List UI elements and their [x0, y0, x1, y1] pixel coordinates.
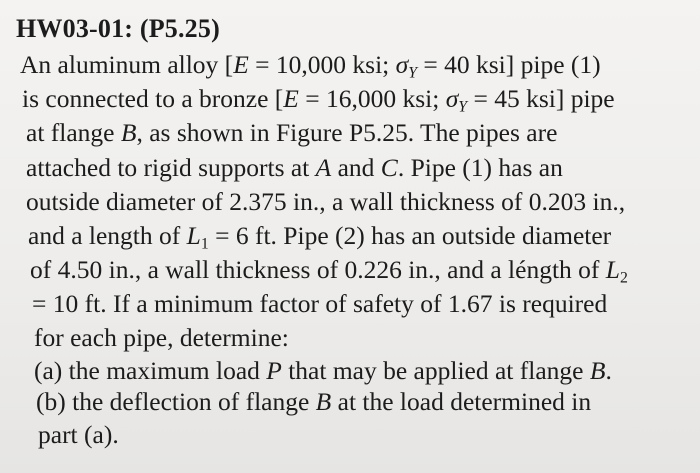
text-segment: (b) the deflection of flange	[36, 387, 316, 416]
problem-text-line-6	[28, 221, 612, 253]
text-segment: . Pipe (1) has an	[397, 153, 563, 182]
length-subscript: 2	[619, 269, 628, 287]
flange-label: B	[315, 387, 332, 416]
text-segment: = 40 ksi] pipe (1)	[417, 50, 601, 79]
text-segment: and a length of	[28, 221, 187, 250]
text-segment: , as shown in Figure P5.25. The pipes are	[136, 118, 558, 147]
text-segment: An aluminum alloy [	[20, 50, 234, 79]
problem-text-line-2	[22, 84, 615, 116]
length-symbol: L	[186, 221, 201, 250]
problem-title: HW03-01: (P5.25)	[16, 14, 220, 43]
support-label-a: A	[315, 153, 332, 182]
text-segment: = 10,000 ksi;	[248, 50, 396, 79]
problem-text-line-5: outside diameter of 2.375 in., a wall thickness of 0.203 in.,	[26, 187, 626, 216]
sigma-symbol: σ	[445, 84, 459, 113]
sigma-symbol: σ	[395, 50, 409, 79]
yield-subscript: Y	[458, 98, 468, 116]
problem-text-line-7	[30, 255, 628, 287]
text-segment: (a) the maximum load	[34, 356, 267, 385]
modulus-symbol: E	[233, 50, 249, 79]
load-symbol: P	[266, 356, 282, 385]
problem-text-line-3	[26, 120, 557, 146]
text-segment: that may be applied at flange	[281, 356, 590, 385]
yield-subscript: Y	[408, 64, 417, 82]
flange-label: B	[589, 356, 606, 385]
text-segment: at the load determined in	[331, 387, 592, 416]
problem-text-line-11	[36, 389, 591, 415]
length-symbol: L	[605, 255, 620, 284]
flange-label: B	[120, 118, 137, 147]
text-segment: attached to rigid supports at	[26, 153, 316, 182]
problem-text-line-1	[20, 50, 601, 82]
text-segment: = 45 ksi] pipe	[467, 84, 615, 113]
modulus-symbol: E	[283, 84, 299, 113]
length-subscript: 1	[200, 235, 209, 253]
text-segment: = 16,000 ksi;	[298, 84, 446, 113]
support-label-c: C	[380, 153, 398, 182]
problem-text-line-10	[34, 358, 612, 384]
text-segment: .	[605, 356, 612, 385]
problem-text-line-9: for each pipe, determine:	[34, 323, 289, 352]
text-segment: of 4.50 in., a wall thickness of 0.226 in., and a léngth of	[30, 255, 606, 284]
text-segment: = 6 ft. Pipe (2) has an outside diameter	[208, 221, 612, 250]
text-segment: is connected to a bronze [	[22, 84, 284, 113]
text-segment: at flange	[26, 118, 121, 147]
problem-text-line-12: part (a).	[38, 420, 119, 449]
problem-text-line-8: = 10 ft. If a minimum factor of safety of 1.67 is required	[32, 289, 608, 318]
text-segment: and	[331, 153, 381, 182]
problem-text-line-4	[26, 155, 563, 181]
